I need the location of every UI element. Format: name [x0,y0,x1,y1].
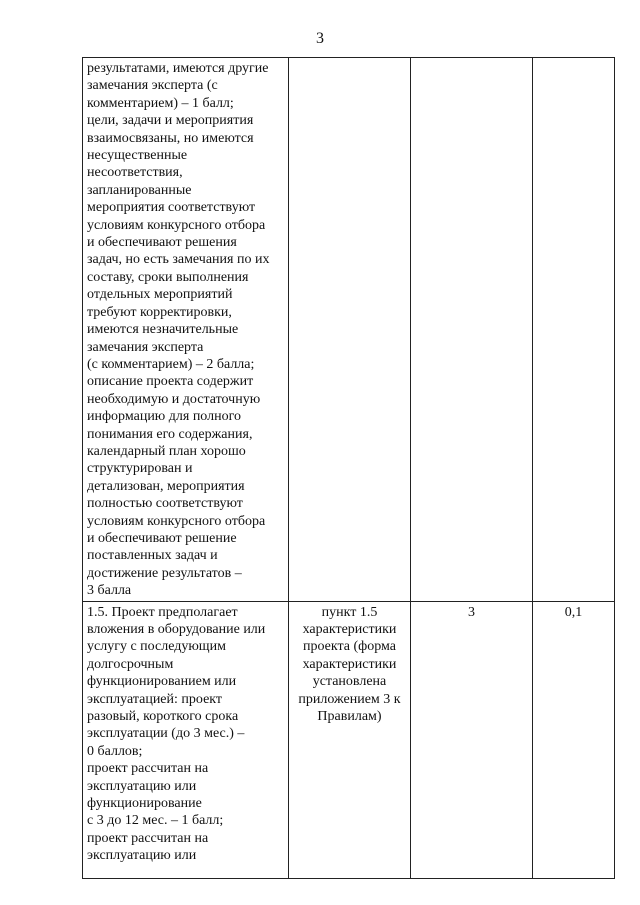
text-line: разовый, короткого срока [87,709,239,725]
criteria-table [82,57,615,879]
text-line: понимания его содержания, [87,426,253,442]
text-line: требуют корректировки, [87,304,232,320]
text-line: взаимосвязаны, но имеются [87,130,254,146]
text-line: эксплуатацией: проект [87,691,223,707]
text-line: замечания эксперта (с [87,78,218,94]
source-cell [289,58,411,602]
text-line: характеристики [302,622,397,637]
text-line: эксплуатации (до 3 мес.) – [87,726,245,742]
text-line: 0 баллов; [87,743,143,759]
text-line: и обеспечивают решения [87,235,237,251]
text-line: пункт 1.5 [321,604,378,620]
text-line: условиям конкурсного отбора [87,217,266,233]
text-line: функционированием или [87,674,237,690]
text-line: вложения в оборудование или [87,622,266,637]
text-line: замечания эксперта [87,339,204,355]
text-line: имеются незначительные [87,322,239,338]
text-line: и обеспечивают решение [87,530,237,546]
text-line: услугу с последующим [87,639,226,655]
text-line: составу, сроки выполнения [87,269,249,285]
text-line: эксплуатацию или [87,778,197,794]
text-line: достижение результатов – [87,565,242,581]
text-line: отдельных мероприятий [87,287,233,303]
criteria-cell [83,58,289,602]
text-line: характеристики [302,656,397,672]
text-line: детализован, мероприятия [87,478,245,494]
text-line: долгосрочным [87,656,174,672]
max-score-cell [411,601,533,878]
table-row [83,58,615,602]
text-line: структурирован и [87,461,193,477]
text-line: задач, но есть замечания по их [87,252,270,268]
text-line: запланированные [87,182,192,198]
text-line: календарный план хорошо [87,443,246,459]
text-line: результатами, имеются другие [87,61,269,76]
max-score-value: 3 [468,604,475,620]
text-line: эксплуатацию или [87,848,197,864]
page-number: 3 [316,30,324,47]
text-line: полностью соответствуют [87,496,243,512]
criteria-text [87,604,284,865]
text-line: поставленных задач и [87,548,218,564]
weight-cell [533,601,615,878]
table-row [83,601,615,878]
text-line: 3 балла [87,583,132,599]
text-line: проекта (форма [303,639,396,655]
text-line: описание проекта содержит [87,374,254,390]
text-line: информацию для полного [87,409,241,425]
text-line: несущественные [87,148,188,164]
text-line: цели, задачи и мероприятия [87,113,254,129]
text-line: приложением 3 к [298,691,401,707]
weight-cell [533,58,615,602]
text-line: проект рассчитан на [87,761,209,777]
text-line: комментарием) – 1 балл; [87,95,234,111]
text-line: 1.5. Проект предполагает [87,604,238,620]
text-line: (с комментарием) – 2 балла; [87,356,255,372]
text-line: необходимую и достаточную [87,391,261,407]
text-line: с 3 до 12 мес. – 1 балл; [87,813,224,829]
weight-value: 0,1 [564,604,583,620]
criteria-text [87,60,284,600]
text-line: функционирование [87,796,202,812]
max-score-cell [411,58,533,602]
source-cell [289,601,411,878]
text-line: Правилам) [317,709,382,725]
criteria-cell [83,601,289,878]
source-text [293,604,406,726]
text-line: проект рассчитан на [87,830,209,846]
text-line: условиям конкурсного отбора [87,513,266,529]
text-line: несоответствия, [87,165,183,181]
text-line: установлена [312,674,387,690]
text-line: мероприятия соответствуют [87,200,256,216]
